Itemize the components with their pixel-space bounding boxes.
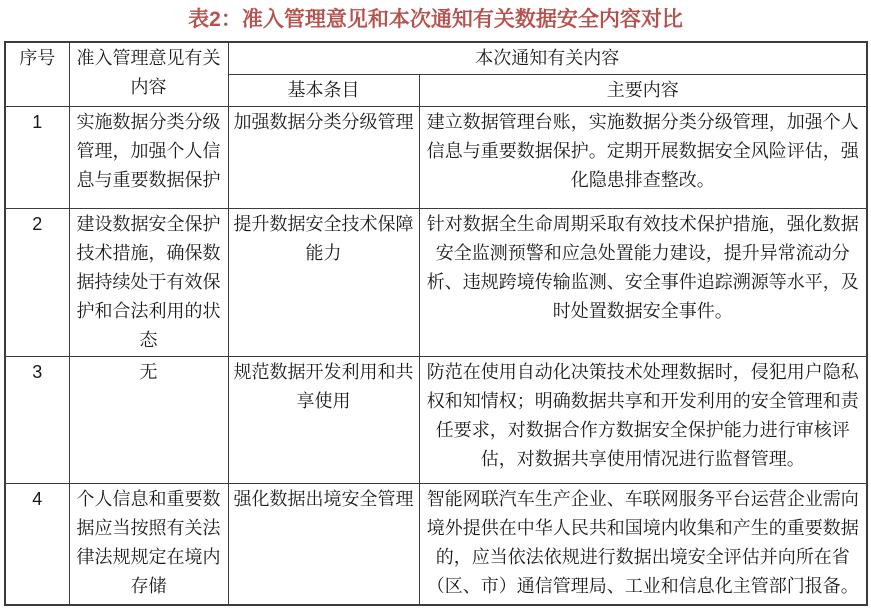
row-index-cell: 4 xyxy=(5,484,69,605)
header-main-content: 主要内容 xyxy=(419,75,867,107)
row-index-cell: 1 xyxy=(5,107,69,209)
comparison-table xyxy=(4,41,868,606)
admission-content-cell: 建设数据安全保护技术措施，确保数据持续处于有效保护和合法利用的状态 xyxy=(69,209,228,357)
table-row xyxy=(5,357,867,484)
main-content-cell: 防范在使用自动化决策技术处理数据时，侵犯用户隐私权和知情权；明确数据共享和开发利用的安全管理和责任要求，对数据合作方数据安全保护能力进行审核评估，对数据共享使用情况进行监督管理。 xyxy=(419,357,867,484)
main-content-cell: 智能网联汽车生产企业、车联网服务平台运营企业需向境外提供在中华人民共和国境内收集和产生的重要数据的，应当依法依规进行数据出境安全评估并向所在省（区、市）通信管理局、工业和信息化主管部门报备。 xyxy=(419,484,867,605)
row-index-cell: 3 xyxy=(5,357,69,484)
admission-content-cell: 无 xyxy=(69,357,228,484)
main-content-cell: 建立数据管理台账，实施数据分类分级管理，加强个人信息与重要数据保护。定期开展数据安全风险评估，强化隐患排查整改。 xyxy=(419,107,867,209)
basic-item-cell: 提升数据安全技术保障能力 xyxy=(228,209,419,357)
table-row xyxy=(5,484,867,605)
row-index-cell: 2 xyxy=(5,209,69,357)
page-title: 表2：准入管理意见和本次通知有关数据安全内容对比 xyxy=(188,8,683,31)
basic-item-cell: 强化数据出境安全管理 xyxy=(228,484,419,605)
header-notice-group: 本次通知有关内容 xyxy=(228,42,867,75)
header-row xyxy=(5,42,867,75)
table-row xyxy=(5,209,867,357)
header-admission-content: 准入管理意见有关内容 xyxy=(69,42,228,107)
admission-content-cell: 个人信息和重要数据应当按照有关法律法规规定在境内存储 xyxy=(69,484,228,605)
basic-item-cell: 规范数据开发利用和共享使用 xyxy=(228,357,419,484)
header-index: 序号 xyxy=(5,42,69,107)
basic-item-cell: 加强数据分类分级管理 xyxy=(228,107,419,209)
admission-content-cell: 实施数据分类分级管理，加强个人信息与重要数据保护 xyxy=(69,107,228,209)
table-row xyxy=(5,107,867,209)
header-basic-item: 基本条目 xyxy=(228,75,419,107)
main-content-cell: 针对数据全生命周期采取有效技术保护措施，强化数据安全监测预警和应急处置能力建设，提升异常流动分析、违规跨境传输监测、安全事件追踪溯源等水平，及时处置数据安全事件。 xyxy=(419,209,867,357)
